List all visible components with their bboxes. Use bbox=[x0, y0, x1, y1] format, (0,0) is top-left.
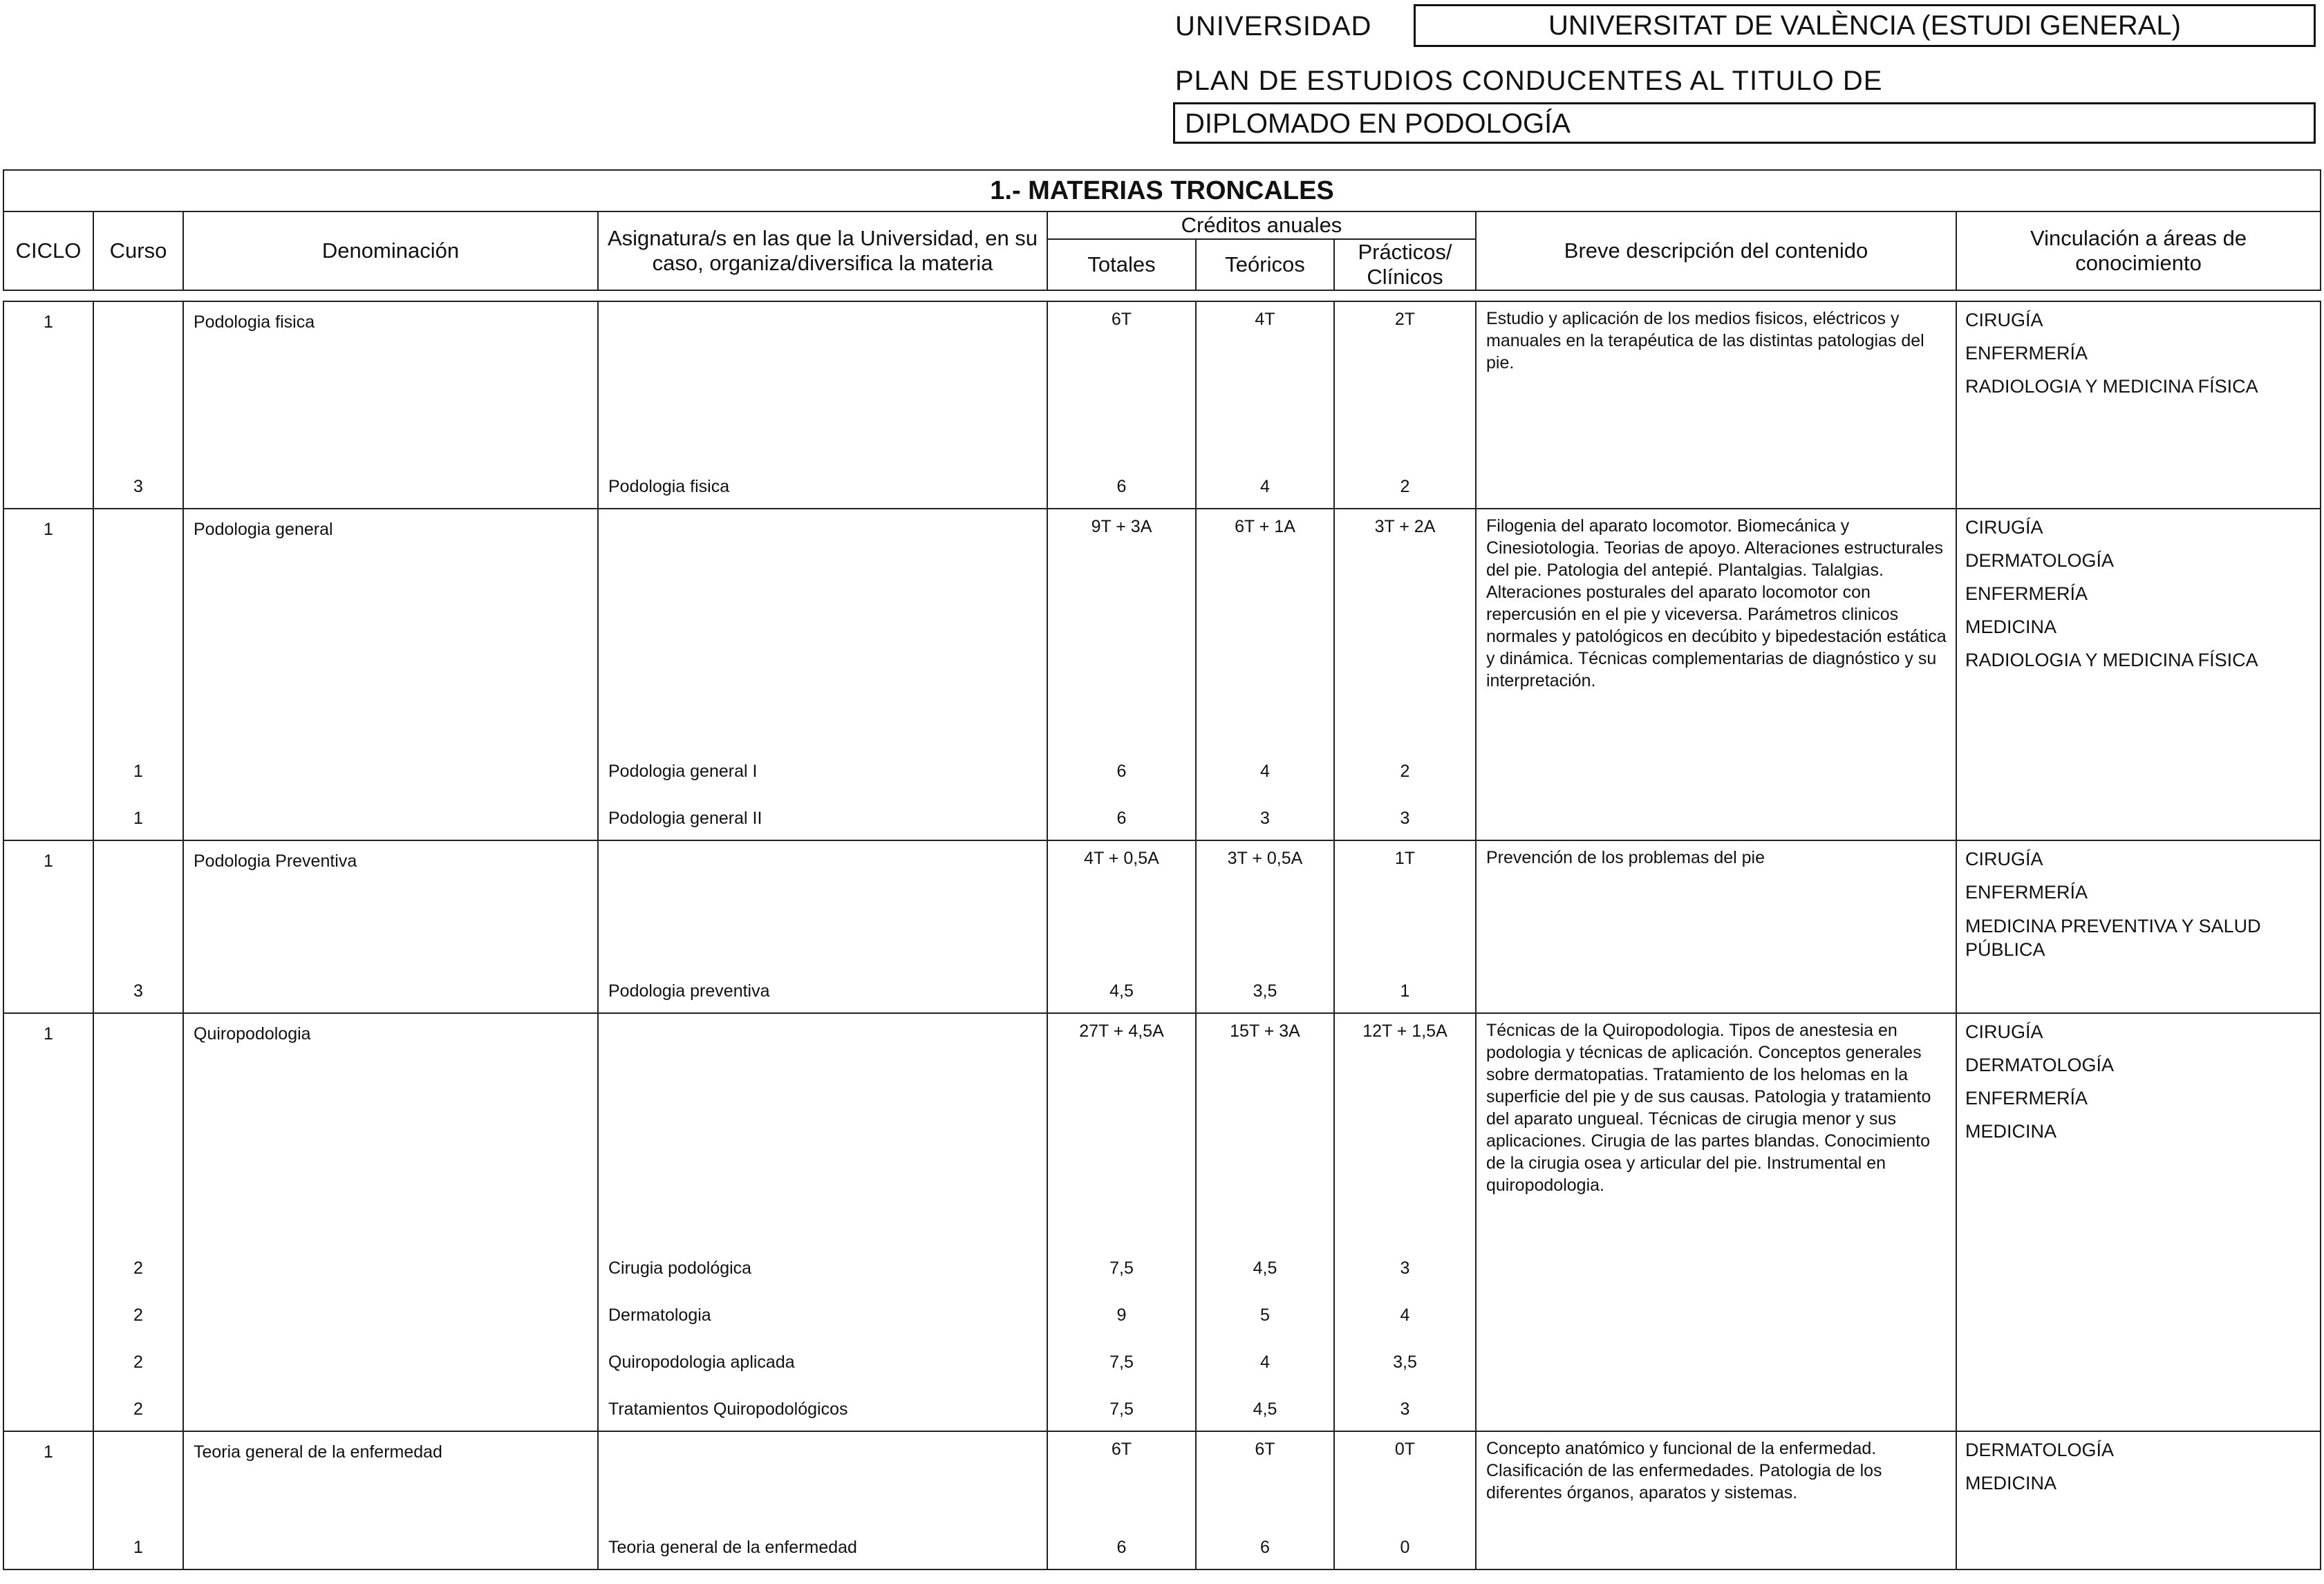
denominacion-cell bbox=[183, 840, 598, 1013]
asignatura-teoricos: 3,5 bbox=[1253, 981, 1277, 1001]
col-totales: Totales bbox=[1047, 239, 1196, 290]
asignatura-nombre: Podologia preventiva bbox=[608, 981, 770, 1001]
areas-cell bbox=[1956, 840, 2321, 1013]
area-item: ENFERMERÍA bbox=[1965, 583, 2088, 604]
asignatura-practicos: 4 bbox=[1400, 1305, 1410, 1325]
col-denominacion: Denominación bbox=[183, 211, 598, 290]
area-item: MEDICINA PREVENTIVA Y SALUD PÚBLICA bbox=[1965, 916, 2261, 960]
asignatura-totales: 6 bbox=[1116, 477, 1127, 496]
descripcion-cell bbox=[1476, 1013, 1956, 1431]
totales-value: 4T + 0,5A bbox=[1084, 849, 1159, 868]
asignatura-curso: 2 bbox=[133, 1258, 143, 1278]
teoricos-cell bbox=[1196, 1013, 1334, 1431]
asignatura-curso: 1 bbox=[133, 1538, 143, 1557]
descripcion-cell bbox=[1476, 509, 1956, 840]
practicos-value: 0T bbox=[1394, 1440, 1416, 1459]
ciclo-value: 1 bbox=[44, 1024, 53, 1044]
asignatura-teoricos: 3 bbox=[1260, 809, 1270, 828]
area-list bbox=[1957, 509, 2320, 677]
practicos-value: 3T + 2A bbox=[1374, 517, 1436, 536]
teoricos-cell bbox=[1196, 1431, 1334, 1569]
teoricos-value: 4T bbox=[1255, 310, 1275, 329]
curso-cell bbox=[93, 509, 183, 840]
area-item: ENFERMERÍA bbox=[1965, 1088, 2088, 1109]
practicos-value: 1T bbox=[1394, 849, 1416, 868]
titulo-value: DIPLOMADO EN PODOLOGÍA bbox=[1185, 109, 1571, 139]
asignatura-practicos: 1 bbox=[1400, 981, 1410, 1001]
area-item: DERMATOLOGÍA bbox=[1965, 1440, 2115, 1460]
ciclo-cell bbox=[3, 1431, 93, 1569]
asignatura-teoricos: 4,5 bbox=[1253, 1399, 1277, 1419]
areas-cell bbox=[1956, 509, 2321, 840]
universidad-value: UNIVERSITAT DE VALÈNCIA (ESTUDI GENERAL) bbox=[1548, 10, 2181, 41]
asignatura-curso: 2 bbox=[133, 1305, 143, 1325]
totales-value: 9T + 3A bbox=[1091, 517, 1152, 536]
totales-cell bbox=[1047, 301, 1196, 509]
descripcion-cell bbox=[1476, 840, 1956, 1013]
area-item: RADIOLOGIA Y MEDICINA FÍSICA bbox=[1965, 650, 2258, 670]
teoricos-cell bbox=[1196, 301, 1334, 509]
denominacion-value: Teoria general de la enfermedad bbox=[194, 1442, 442, 1462]
practicos-value: 12T + 1,5A bbox=[1362, 1021, 1447, 1041]
asignatura-curso: 1 bbox=[133, 809, 143, 828]
universidad-label: UNIVERSIDAD bbox=[1175, 11, 1372, 41]
area-item: MEDICINA bbox=[1965, 1121, 2057, 1142]
area-item: CIRUGÍA bbox=[1965, 310, 2043, 330]
ciclo-cell bbox=[3, 1013, 93, 1431]
asignaturas-cell bbox=[598, 1013, 1047, 1431]
teoricos-value: 6T bbox=[1255, 1440, 1275, 1459]
area-item: CIRUGÍA bbox=[1965, 1021, 2043, 1042]
descripcion-cell bbox=[1476, 1431, 1956, 1569]
totales-cell bbox=[1047, 840, 1196, 1013]
materias-table bbox=[3, 169, 2321, 1570]
practicos-cell bbox=[1334, 509, 1476, 840]
asignatura-curso: 3 bbox=[133, 477, 143, 496]
denominacion-value: Podologia fisica bbox=[194, 312, 315, 332]
asignatura-nombre: Cirugia podológica bbox=[608, 1258, 752, 1278]
area-item: DERMATOLOGÍA bbox=[1965, 550, 2115, 571]
totales-value: 6T bbox=[1111, 1440, 1132, 1459]
asignatura-practicos: 3 bbox=[1400, 809, 1410, 828]
col-teoricos: Teóricos bbox=[1196, 239, 1334, 290]
descripcion-text: Filogenia del aparato locomotor. Biomecánica y Cinesiotologia. Teorias de apoyo. Alteraciones estructurales del pie. Patologia del antepié. Plantalgias. Talalgias. Alteraciones posturales del aparato locomotor con repercusión en el pie y viceversa. Parámetros clinicos normales y patológicos en decúbito y bipedestación estática y dinámica. Técnicas complementarias de diagnóstico y su interpretación. bbox=[1486, 516, 1947, 690]
curso-cell bbox=[93, 840, 183, 1013]
asignatura-teoricos: 4,5 bbox=[1253, 1258, 1277, 1278]
asignatura-practicos: 3 bbox=[1400, 1399, 1410, 1419]
practicos-cell bbox=[1334, 1431, 1476, 1569]
denominacion-value: Podologia general bbox=[194, 520, 333, 539]
asignatura-totales: 9 bbox=[1116, 1305, 1127, 1325]
asignatura-totales: 7,5 bbox=[1109, 1399, 1134, 1419]
asignatura-curso: 1 bbox=[133, 762, 143, 781]
section-title: 1.- MATERIAS TRONCALES bbox=[3, 170, 2321, 211]
teoricos-cell bbox=[1196, 509, 1334, 840]
area-list bbox=[1957, 1014, 2320, 1148]
asignatura-totales: 4,5 bbox=[1109, 981, 1134, 1001]
practicos-cell bbox=[1334, 301, 1476, 509]
totales-cell bbox=[1047, 1431, 1196, 1569]
asignaturas-cell bbox=[598, 301, 1047, 509]
asignatura-teoricos: 5 bbox=[1260, 1305, 1270, 1325]
denominacion-cell bbox=[183, 509, 598, 840]
ciclo-value: 1 bbox=[44, 312, 53, 332]
teoricos-value: 3T + 0,5A bbox=[1227, 849, 1303, 868]
practicos-cell bbox=[1334, 1013, 1476, 1431]
areas-cell bbox=[1956, 1013, 2321, 1431]
area-item: ENFERMERÍA bbox=[1965, 343, 2088, 364]
asignatura-practicos: 0 bbox=[1400, 1538, 1410, 1557]
asignatura-curso: 3 bbox=[133, 981, 143, 1001]
areas-cell bbox=[1956, 1431, 2321, 1569]
asignatura-nombre: Quiropodologia aplicada bbox=[608, 1352, 795, 1372]
asignatura-practicos: 2 bbox=[1400, 477, 1410, 496]
col-practicos: Prácticos/ Clínicos bbox=[1334, 239, 1476, 290]
asignatura-teoricos: 6 bbox=[1260, 1538, 1270, 1557]
denominacion-cell bbox=[183, 1013, 598, 1431]
asignatura-totales: 6 bbox=[1116, 809, 1127, 828]
totales-value: 6T bbox=[1111, 310, 1132, 329]
area-list bbox=[1957, 841, 2320, 961]
asignatura-curso: 2 bbox=[133, 1352, 143, 1372]
col-vinculacion: Vinculación a áreas de conocimiento bbox=[1956, 211, 2321, 290]
area-item: CIRUGÍA bbox=[1965, 849, 2043, 869]
materia-row bbox=[3, 840, 2321, 1013]
asignatura-nombre: Dermatologia bbox=[608, 1305, 711, 1325]
area-item: DERMATOLOGÍA bbox=[1965, 1055, 2115, 1075]
asignatura-nombre: Podologia general II bbox=[608, 809, 762, 828]
denominacion-value: Podologia Preventiva bbox=[194, 851, 357, 871]
ciclo-cell bbox=[3, 840, 93, 1013]
descripcion-text: Concepto anatómico y funcional de la enfermedad. Clasificación de las enfermedades. Patologia de los diferentes órganos, aparatos y sistemas. bbox=[1486, 1439, 1882, 1502]
asignatura-nombre: Tratamientos Quiropodológicos bbox=[608, 1399, 848, 1419]
denominacion-cell bbox=[183, 301, 598, 509]
materia-row bbox=[3, 1013, 2321, 1431]
practicos-cell bbox=[1334, 840, 1476, 1013]
asignatura-teoricos: 4 bbox=[1260, 762, 1270, 781]
curso-cell bbox=[93, 301, 183, 509]
titulo-field bbox=[1173, 102, 2316, 144]
asignatura-totales: 7,5 bbox=[1109, 1258, 1134, 1278]
plan-label: PLAN DE ESTUDIOS CONDUCENTES AL TITULO DE bbox=[1175, 66, 1883, 96]
teoricos-value: 15T + 3A bbox=[1230, 1021, 1300, 1041]
col-creditos: Créditos anuales bbox=[1047, 211, 1476, 239]
area-list bbox=[1957, 302, 2320, 403]
denominacion-cell bbox=[183, 1431, 598, 1569]
materia-row bbox=[3, 1431, 2321, 1569]
asignaturas-cell bbox=[598, 509, 1047, 840]
materia-row bbox=[3, 301, 2321, 509]
curso-cell bbox=[93, 1013, 183, 1431]
asignatura-nombre: Podologia fisica bbox=[608, 477, 730, 496]
area-item: MEDICINA bbox=[1965, 616, 2057, 637]
practicos-value: 2T bbox=[1394, 310, 1416, 329]
area-item: MEDICINA bbox=[1965, 1473, 2057, 1493]
totales-cell bbox=[1047, 1013, 1196, 1431]
teoricos-cell bbox=[1196, 840, 1334, 1013]
col-descripcion: Breve descripción del contenido bbox=[1476, 211, 1956, 290]
col-asignaturas: Asignatura/s en las que la Universidad, en su caso, organiza/diversifica la materia bbox=[598, 211, 1047, 290]
ciclo-value: 1 bbox=[44, 520, 53, 539]
area-item: CIRUGÍA bbox=[1965, 517, 2043, 538]
asignatura-nombre: Podologia general I bbox=[608, 762, 758, 781]
universidad-field bbox=[1414, 4, 2316, 47]
asignatura-totales: 6 bbox=[1116, 1538, 1127, 1557]
materia-row bbox=[3, 509, 2321, 840]
totales-cell bbox=[1047, 509, 1196, 840]
asignatura-practicos: 3,5 bbox=[1393, 1352, 1417, 1372]
asignaturas-cell bbox=[598, 840, 1047, 1013]
asignatura-curso: 2 bbox=[133, 1399, 143, 1419]
denominacion-value: Quiropodologia bbox=[194, 1024, 311, 1044]
descripcion-text: Técnicas de la Quiropodologia. Tipos de anestesia en podologia y técnicas de aplicación. Conceptos generales sobre dermatopatias. Tratamiento de los helomas en la superficie del pie y de sus causas. Patologia y tratamiento del aparato ungueal. Técnicas de cirugia menor y sus aplicaciones. Cirugia de las partes blandas. Conocimiento de la cirugia osea y articular del pie. Instrumental en quiropodologia. bbox=[1486, 1021, 1931, 1195]
asignatura-practicos: 3 bbox=[1400, 1258, 1410, 1278]
asignatura-teoricos: 4 bbox=[1260, 477, 1270, 496]
ciclo-value: 1 bbox=[44, 851, 53, 871]
ciclo-value: 1 bbox=[44, 1442, 53, 1462]
teoricos-value: 6T + 1A bbox=[1235, 517, 1295, 536]
descripcion-text: Prevención de los problemas del pie bbox=[1486, 848, 1765, 867]
asignatura-totales: 6 bbox=[1116, 762, 1127, 781]
asignatura-teoricos: 4 bbox=[1260, 1352, 1270, 1372]
area-list bbox=[1957, 1432, 2320, 1500]
asignatura-nombre: Teoria general de la enfermedad bbox=[608, 1538, 857, 1557]
area-item: RADIOLOGIA Y MEDICINA FÍSICA bbox=[1965, 376, 2258, 397]
area-item: ENFERMERÍA bbox=[1965, 882, 2088, 903]
col-ciclo: CICLO bbox=[3, 211, 93, 290]
asignatura-totales: 7,5 bbox=[1109, 1352, 1134, 1372]
ciclo-cell bbox=[3, 301, 93, 509]
asignaturas-cell bbox=[598, 1431, 1047, 1569]
totales-value: 27T + 4,5A bbox=[1079, 1021, 1164, 1041]
col-curso: Curso bbox=[93, 211, 183, 290]
areas-cell bbox=[1956, 301, 2321, 509]
asignatura-practicos: 2 bbox=[1400, 762, 1410, 781]
descripcion-text: Estudio y aplicación de los medios fisicos, eléctricos y manuales en la terapéutica de las distintas patologias del pie. bbox=[1486, 309, 1924, 373]
descripcion-cell bbox=[1476, 301, 1956, 509]
curso-cell bbox=[93, 1431, 183, 1569]
ciclo-cell bbox=[3, 509, 93, 840]
